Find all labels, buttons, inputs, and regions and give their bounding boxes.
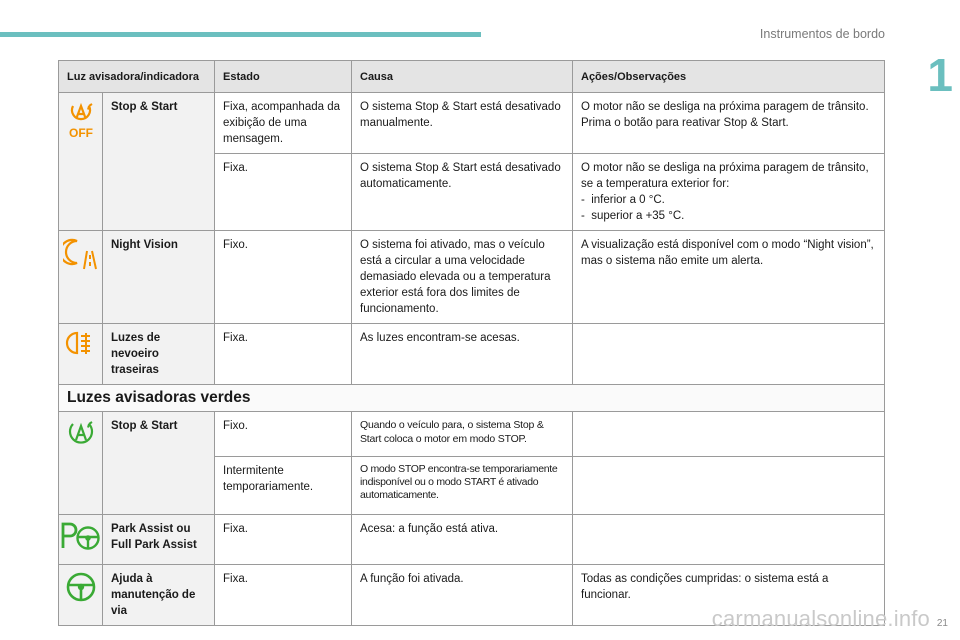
chapter-number: 1 bbox=[927, 49, 953, 101]
light-name: Luzes de nevoeiro traseiras bbox=[103, 324, 215, 385]
cause-cell: A função foi ativada. bbox=[352, 565, 573, 626]
park-assist-icon bbox=[59, 515, 103, 565]
night-vision-icon bbox=[59, 231, 103, 324]
action-cell bbox=[573, 515, 885, 565]
page-number: 21 bbox=[936, 618, 948, 629]
action-cell bbox=[573, 457, 885, 515]
header-actions: Ações/Observações bbox=[573, 61, 885, 93]
table-row bbox=[59, 412, 885, 457]
bullet-item: - inferior a 0 °C. bbox=[581, 194, 665, 206]
state-cell: Fixa, acompanhada da exibição de uma mensagem. bbox=[215, 93, 352, 154]
light-name: Stop & Start bbox=[103, 412, 215, 515]
green-section-title: Luzes avisadoras verdes bbox=[59, 385, 885, 412]
cause-cell: As luzes encontram-se acesas. bbox=[352, 324, 573, 385]
table-header-row bbox=[59, 61, 885, 93]
action-text: O motor não se desliga na próxima paragem de trânsito, se a temperatura exterior for: bbox=[581, 162, 869, 190]
header-accent-bar bbox=[0, 32, 481, 37]
state-cell: Fixa. bbox=[215, 565, 352, 626]
table-row bbox=[59, 324, 885, 385]
table-row bbox=[59, 93, 885, 154]
action-cell bbox=[573, 93, 885, 154]
table-row bbox=[59, 515, 885, 565]
state-cell: Fixa. bbox=[215, 324, 352, 385]
svg-text:OFF: OFF bbox=[68, 126, 93, 139]
header-light: Luz avisadora/indicadora bbox=[59, 61, 215, 93]
action-text: Prima o botão para reativar Stop & Start. bbox=[581, 117, 789, 129]
cause-cell: Acesa: a função está ativa. bbox=[352, 515, 573, 565]
state-cell: Intermitente temporariamente. bbox=[215, 457, 352, 515]
action-cell bbox=[573, 324, 885, 385]
bullet-text: superior a +35 °C. bbox=[591, 210, 685, 222]
action-cell: A visualização está disponível com o modo “Night vision”, mas o sistema não emite um alerta. bbox=[573, 231, 885, 324]
lane-keeping-assist-icon bbox=[59, 565, 103, 626]
light-name: Park Assist ou Full Park Assist bbox=[103, 515, 215, 565]
state-cell: Fixa. bbox=[215, 154, 352, 231]
bullet-item: - superior a +35 °C. bbox=[581, 210, 685, 222]
light-name: Stop & Start bbox=[103, 93, 215, 231]
cause-cell: O modo STOP encontra-se temporariamente indisponível ou o modo START é ativado automaticamente. bbox=[352, 457, 573, 515]
rear-fog-lamp-icon bbox=[59, 324, 103, 385]
light-name: Night Vision bbox=[103, 231, 215, 324]
state-cell: Fixo. bbox=[215, 231, 352, 324]
section-header-row bbox=[59, 385, 885, 412]
cause-cell: O sistema Stop & Start está desativado manualmente. bbox=[352, 93, 573, 154]
action-cell bbox=[573, 412, 885, 457]
action-cell: Todas as condições cumpridas: o sistema está a funcionar. bbox=[573, 565, 885, 626]
section-title: Instrumentos de bordo bbox=[759, 27, 885, 41]
stop-start-off-icon bbox=[59, 93, 103, 231]
cause-cell: O sistema foi ativado, mas o veículo está a circular a uma velocidade demasiado elevada ou a temperatura exterior está fora dos limites de funcionamento. bbox=[352, 231, 573, 324]
state-cell: Fixa. bbox=[215, 515, 352, 565]
watermark: carmanualsonline.info bbox=[711, 606, 930, 631]
stop-start-icon bbox=[59, 412, 103, 515]
warning-lights-table bbox=[58, 60, 885, 626]
action-text: O motor não se desliga na próxima paragem de trânsito. bbox=[581, 101, 869, 113]
bullet-text: inferior a 0 °C. bbox=[591, 194, 665, 206]
action-cell bbox=[573, 154, 885, 231]
table-row bbox=[59, 231, 885, 324]
cause-cell: Quando o veículo para, o sistema Stop & Start coloca o motor em modo STOP. bbox=[352, 412, 573, 457]
header-state: Estado bbox=[215, 61, 352, 93]
header-cause: Causa bbox=[352, 61, 573, 93]
cause-cell: O sistema Stop & Start está desativado automaticamente. bbox=[352, 154, 573, 231]
light-name: Ajuda à manutenção de via bbox=[103, 565, 215, 626]
state-cell: Fixo. bbox=[215, 412, 352, 457]
